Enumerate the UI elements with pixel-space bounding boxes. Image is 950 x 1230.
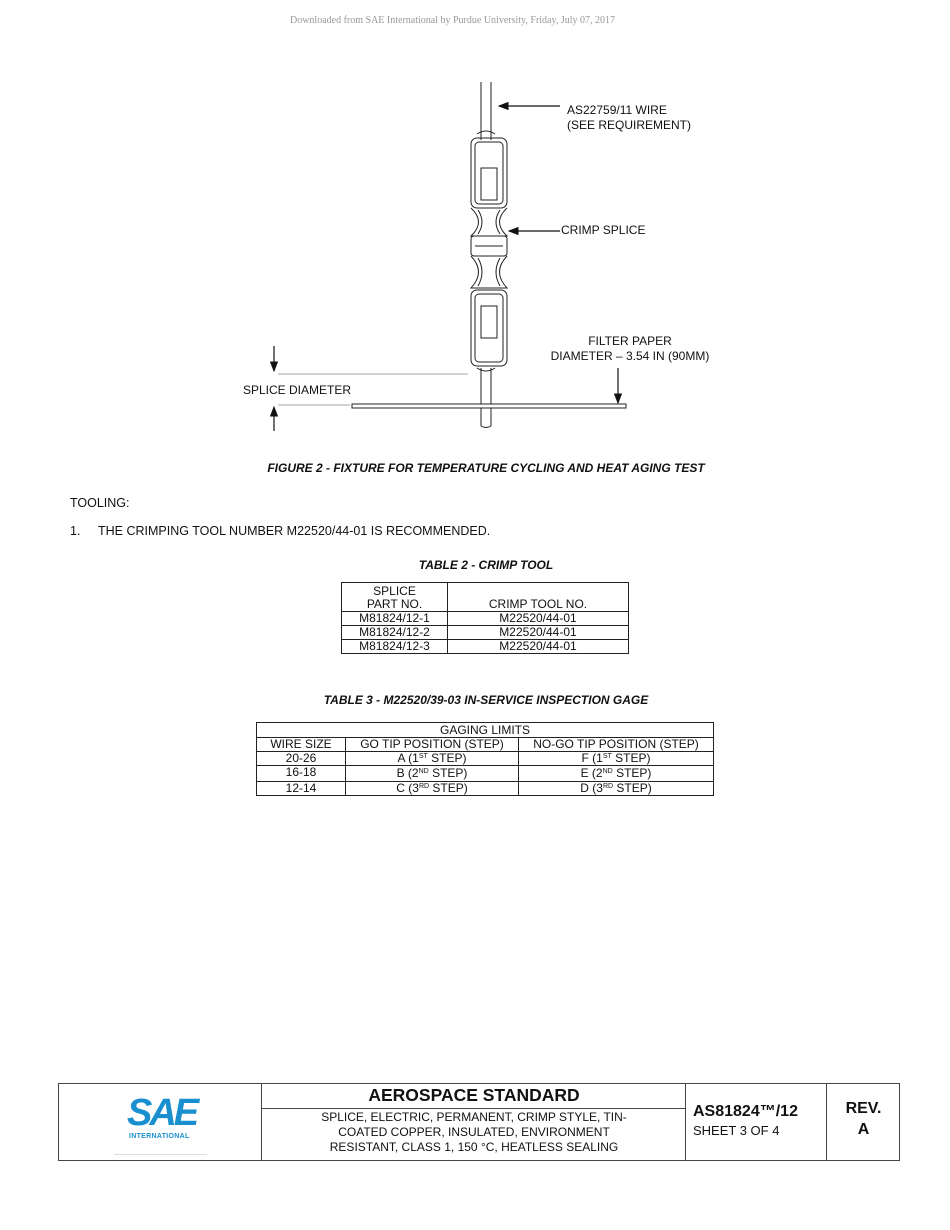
revision-label: REV. — [845, 1100, 882, 1117]
description-line-2: COATED COPPER, INSULATED, ENVIRONMENT — [338, 1125, 610, 1139]
go-tip-cell — [346, 752, 519, 766]
header-splice-line-2: PART NO. — [366, 597, 423, 611]
nogo-tip-cell — [519, 752, 714, 766]
title-cell — [261, 1084, 686, 1160]
table-row — [342, 626, 629, 640]
inspection-gage-table — [256, 722, 714, 796]
crimp-tool-table — [341, 582, 629, 654]
nogo-text-end: STEP) — [613, 781, 652, 795]
go-text-end: STEP) — [427, 751, 467, 765]
table-header-row — [342, 583, 629, 612]
nogo-ordinal: RD — [602, 783, 614, 790]
standard-description — [262, 1110, 686, 1155]
go-text-end: STEP) — [428, 766, 468, 780]
title-block — [58, 1083, 900, 1161]
table-header-row — [257, 738, 714, 752]
header-wire-size: WIRE SIZE — [257, 738, 346, 752]
go-ordinal: RD — [418, 783, 430, 790]
wire-size-cell: 12-14 — [257, 782, 346, 796]
table2-caption: TABLE 2 - CRIMP TOOL — [418, 558, 554, 572]
wire-size-cell: 20-26 — [257, 752, 346, 766]
header-nogo-tip: NO-GO TIP POSITION (STEP) — [519, 738, 714, 752]
nogo-ordinal: ST — [602, 753, 612, 760]
document-number-cell — [685, 1084, 827, 1160]
fixture-diagram — [0, 0, 950, 450]
wire-size-cell: 16-18 — [257, 766, 346, 782]
table-group-header-row — [257, 723, 714, 738]
go-text: A (1 — [397, 751, 419, 765]
go-text: B (2 — [396, 766, 419, 780]
table-row — [257, 782, 714, 796]
header-splice-line-1: SPLICE — [373, 584, 416, 598]
go-text: C (3 — [396, 781, 419, 795]
nogo-text-end: STEP) — [612, 766, 652, 780]
figure-caption: FIGURE 2 - FIXTURE FOR TEMPERATURE CYCLING AND HEAT AGING TEST — [267, 461, 705, 475]
tooling-item-text: THE CRIMPING TOOL NUMBER M22520/44-01 IS RECOMMENDED. — [98, 524, 491, 538]
filter-label-line-2: DIAMETER – 3.54 IN (90MM) — [550, 349, 710, 363]
table-row — [342, 612, 629, 626]
table-row — [342, 640, 629, 654]
nogo-ordinal: ND — [602, 768, 613, 775]
wire-label-line-2: (SEE REQUIREMENT) — [567, 118, 692, 132]
go-ordinal: ND — [418, 768, 429, 775]
wire-callout — [567, 103, 691, 133]
logo-underline — [114, 1154, 207, 1155]
sae-logo-subtext: INTERNATIONAL — [129, 1133, 190, 1140]
tool-cell: M22520/44-01 — [448, 640, 629, 654]
wire-and-splice — [352, 82, 626, 428]
wire-label-line-1: AS22759/11 WIRE — [567, 103, 667, 117]
revision-value: A — [857, 1121, 870, 1138]
crimp-splice-label: CRIMP SPLICE — [561, 223, 646, 237]
description-line-1: SPLICE, ELECTRIC, PERMANENT, CRIMP STYLE, TIN- — [321, 1110, 627, 1124]
tooling-heading: TOOLING: — [70, 496, 130, 510]
revision-cell — [826, 1084, 900, 1160]
tooling-item-number: 1. — [70, 524, 81, 538]
go-tip-cell — [346, 782, 519, 796]
header-go-tip: GO TIP POSITION (STEP) — [346, 738, 519, 752]
document-number: AS81824™/12 — [693, 1103, 798, 1120]
nogo-tip-cell — [519, 766, 714, 782]
nogo-tip-cell — [519, 782, 714, 796]
go-tip-cell — [346, 766, 519, 782]
tool-cell: M22520/44-01 — [448, 612, 629, 626]
sheet-number: SHEET 3 OF 4 — [693, 1123, 780, 1138]
table-row — [257, 766, 714, 782]
part-cell: M81824/12-2 — [342, 626, 448, 640]
nogo-text-end: STEP) — [611, 751, 651, 765]
filter-paper-callout — [540, 334, 720, 364]
table3-caption: TABLE 3 - M22520/39-03 IN-SERVICE INSPECTION GAGE — [323, 693, 649, 707]
description-line-3: RESISTANT, CLASS 1, 150 °C, HEATLESS SEALING — [329, 1140, 619, 1154]
title-divider — [262, 1108, 686, 1109]
nogo-text: D (3 — [580, 781, 603, 795]
header-splice-part — [342, 583, 448, 612]
sae-logo — [59, 1084, 261, 1160]
sae-logo-text: SAE — [127, 1092, 197, 1134]
filter-label-line-1: FILTER PAPER — [588, 334, 672, 348]
part-cell: M81824/12-3 — [342, 640, 448, 654]
nogo-text: F (1 — [581, 751, 603, 765]
table-row — [257, 752, 714, 766]
download-watermark: Downloaded from SAE International by Purdue University, Friday, July 07, 2017 — [289, 15, 616, 26]
nogo-text: E (2 — [580, 766, 603, 780]
standard-title: AEROSPACE STANDARD — [368, 1085, 580, 1105]
tool-cell: M22520/44-01 — [448, 626, 629, 640]
go-ordinal: ST — [418, 753, 428, 760]
go-text-end: STEP) — [429, 781, 468, 795]
part-cell: M81824/12-1 — [342, 612, 448, 626]
splice-diameter-label: SPLICE DIAMETER — [243, 383, 352, 397]
header-crimp-tool: CRIMP TOOL NO. — [448, 583, 629, 612]
gaging-limits-header: GAGING LIMITS — [257, 723, 714, 738]
